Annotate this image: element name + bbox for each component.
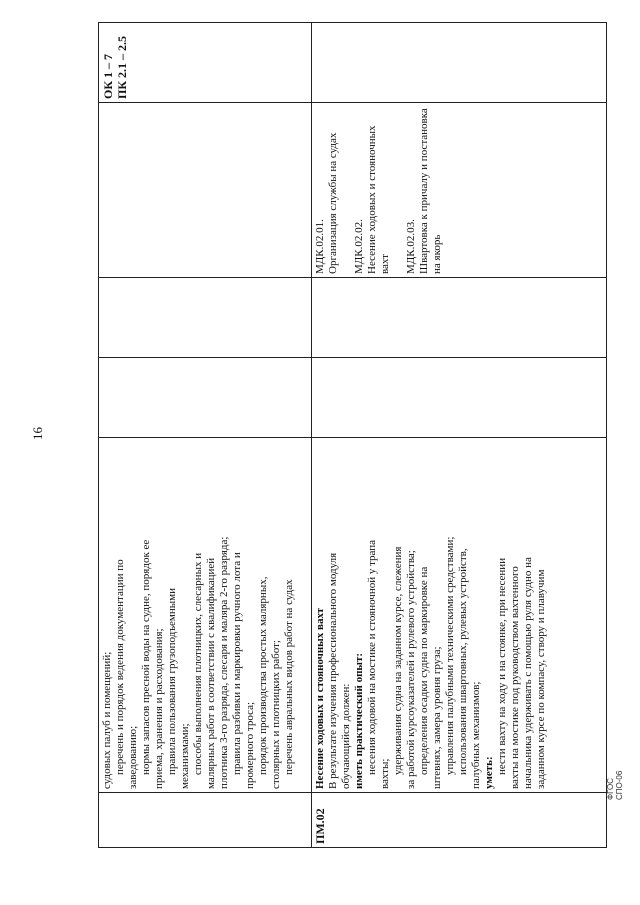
- text-line: управления палубными техническими средствами;: [444, 536, 456, 775]
- hours-cell: [99, 278, 312, 358]
- text-line: перечень авральных видов работ на судах: [283, 579, 295, 775]
- text-line: удерживания судна на заданном курсе, слежения: [392, 546, 404, 775]
- text-line: столярных и плотницких работ;: [270, 640, 282, 789]
- text-line: В результате изучения профессионального модуля: [327, 552, 339, 789]
- text-line: плотника 3-го разряда, слесаря и маляра 2-го разряда;: [218, 536, 230, 789]
- text-line: судовых палуб и помещений;: [101, 651, 113, 789]
- mdk-cell: [99, 103, 312, 278]
- text-line: порядок производства простых малярных,: [257, 576, 269, 775]
- mdk-code: МДК.02.01.: [314, 219, 326, 274]
- mdk-code: МДК.02.02.: [353, 219, 365, 274]
- text-line: несения ходовой на мостике и стояночной у трапа: [366, 539, 378, 775]
- mdk-title: Несение ходовых и стояночных вахт: [366, 125, 391, 274]
- competency-code: ОК 1 – 7: [101, 53, 115, 99]
- text-line: Несение ходовых и стояночных вахт: [314, 607, 326, 789]
- text-line: правила разбивки и маркировки ручного лота и: [231, 552, 243, 775]
- text-line: палубных механизмов;: [470, 681, 482, 789]
- competency-code: ПК 2.1 – 2.5: [115, 35, 129, 99]
- content-cell: [312, 438, 607, 793]
- text-line: способы выполнения плотницких, слесарных и: [192, 552, 204, 775]
- document-table-rotated: [98, 35, 598, 848]
- hours-cell: [99, 358, 312, 438]
- hours-cell: [312, 358, 607, 438]
- text-line: нести вахту на ходу и на стоянке, при несении: [496, 557, 508, 775]
- text-line: перечень и порядок ведения документации по: [114, 559, 126, 775]
- text-line: уметь:: [483, 756, 495, 789]
- mdk-code: МДК.02.03.: [405, 219, 417, 274]
- code-cell: [99, 793, 312, 848]
- text-line: заведованию;: [127, 725, 139, 789]
- text-line: приема, хранения и расходования;: [153, 628, 165, 789]
- spacer: [392, 106, 405, 274]
- text-line: за работой курсоуказателей и рулевого устройства;: [405, 550, 417, 789]
- text-line: правила пользования грузоподъемными: [166, 588, 178, 775]
- text-line: промерного троса;: [244, 701, 256, 789]
- hours-cell: [312, 278, 607, 358]
- competencies-cell: [312, 23, 607, 103]
- text-line: штевнях, замера уровня груза;: [431, 646, 443, 789]
- content-cell: [99, 438, 312, 793]
- text-line: иметь практический опыт:: [353, 652, 365, 789]
- table-row: [99, 23, 312, 848]
- text-line: вахты;: [379, 758, 391, 789]
- curriculum-table: [98, 22, 607, 848]
- footer-code: ФГОС СПО-06: [606, 770, 624, 800]
- code-cell: [312, 793, 607, 848]
- text-line: использования швартовных, рулевых устройств,: [457, 548, 469, 775]
- text-line: малярных работ в соответствии с квалификацией: [205, 557, 217, 789]
- module-code: ПМ.02: [313, 808, 327, 844]
- competencies-cell: [99, 23, 312, 103]
- text-line: вахты на мостике под руководством вахтенного: [509, 566, 521, 789]
- mdk-cell: [312, 103, 607, 278]
- text-line: механизмами;: [179, 723, 191, 789]
- text-line: определения осадки судна по маркировке на: [418, 566, 430, 775]
- text-line: обучающийся должен:: [340, 683, 352, 789]
- text-line: нормы запасов пресной воды на судне, порядок ее: [140, 539, 152, 775]
- table-row: [312, 23, 607, 848]
- spacer: [340, 106, 353, 274]
- mdk-title: Швартовка к причалу и постановка на якорь: [418, 108, 443, 274]
- page-number: 16: [30, 427, 45, 440]
- text-line: заданном курсе по компасу, створу и плавучим: [535, 569, 547, 789]
- text-line: начальника удерживать с помощью руля судно на: [522, 557, 534, 789]
- mdk-title: Организация службы на судах: [327, 132, 339, 274]
